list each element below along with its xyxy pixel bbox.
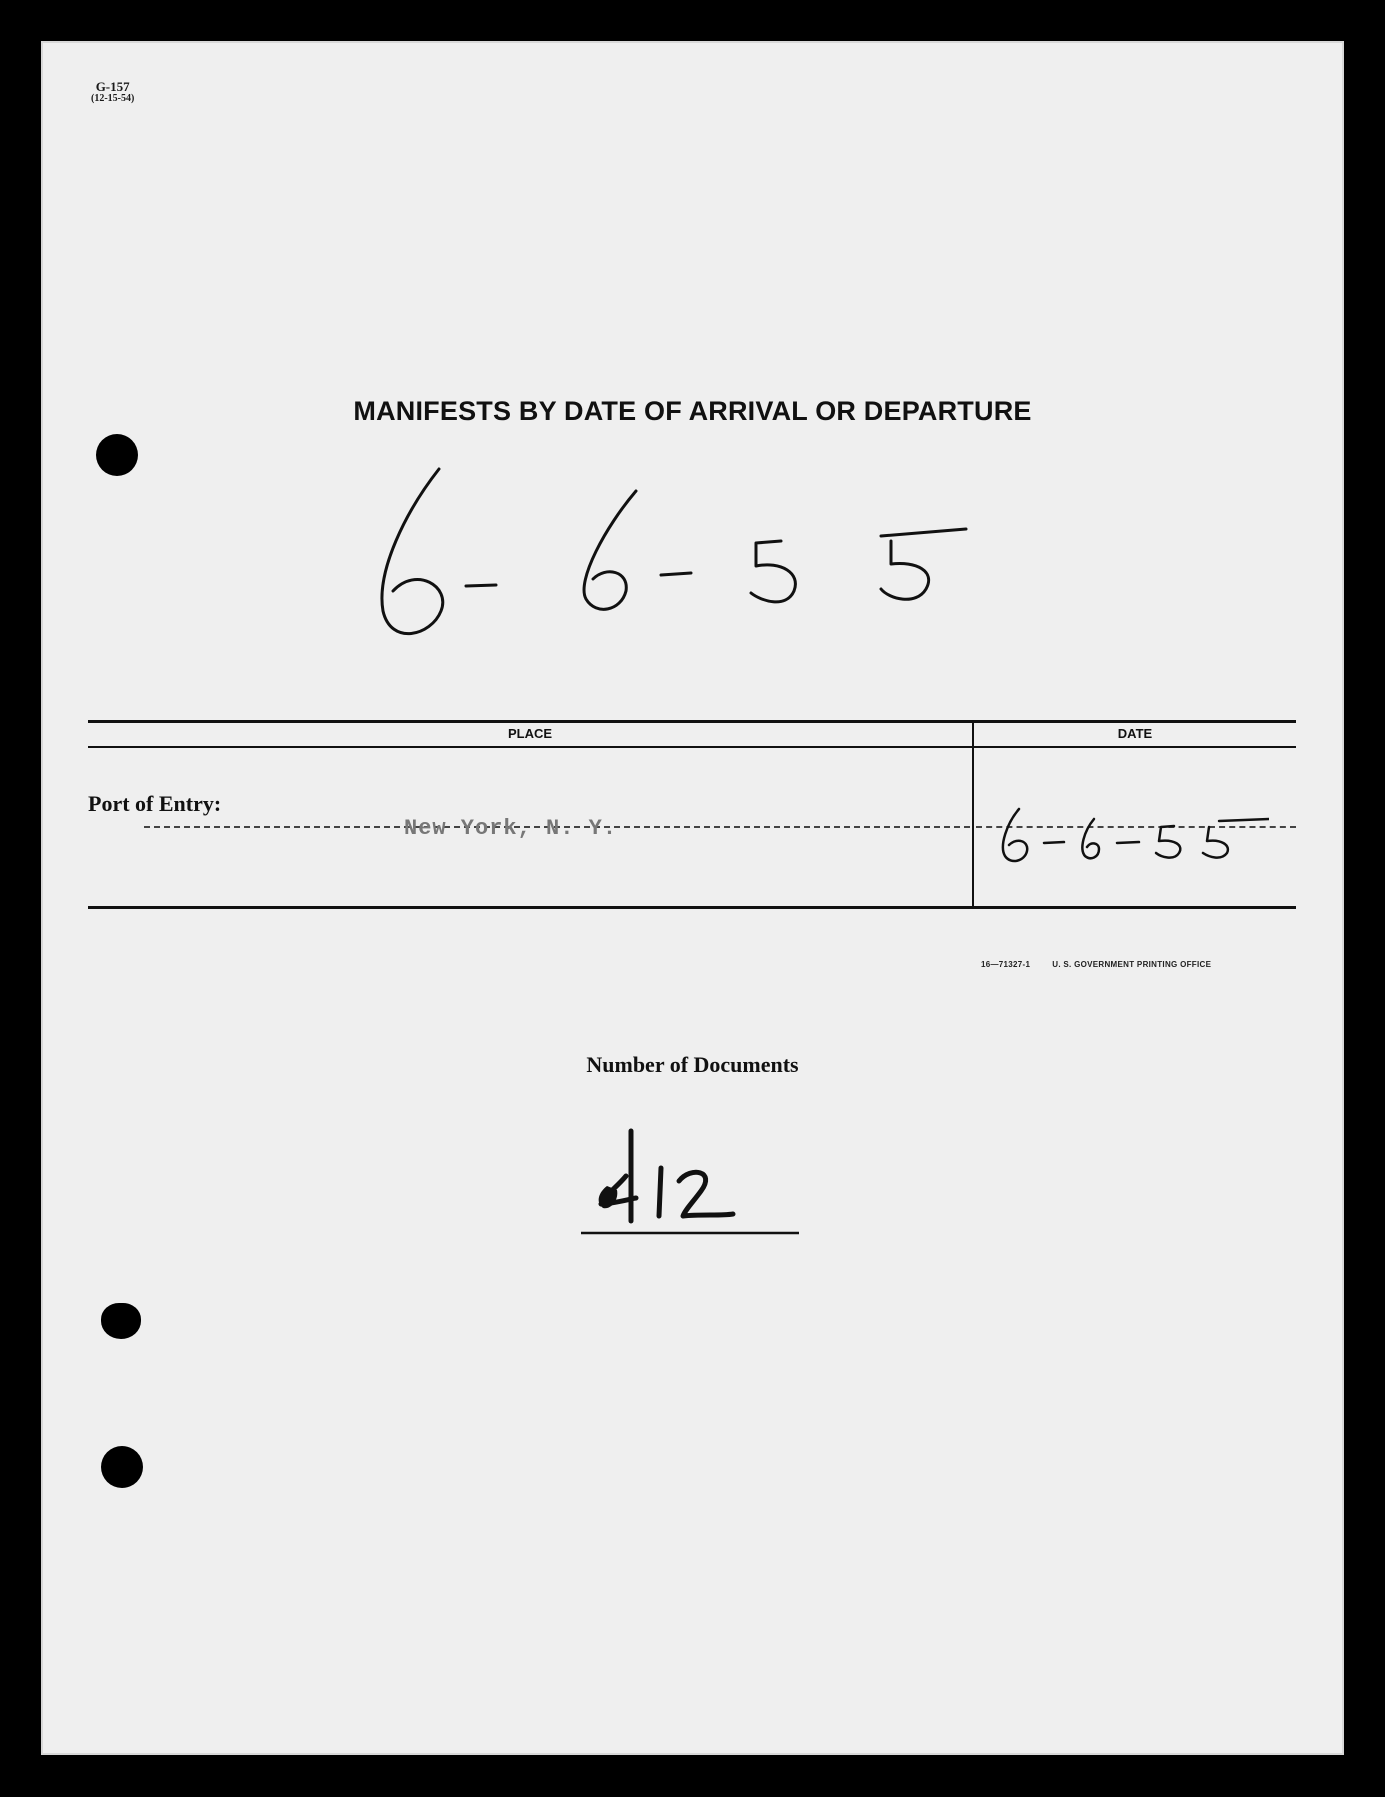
handwritten-date-large xyxy=(361,461,1141,681)
table-bottom-rule xyxy=(88,906,1296,909)
number-of-documents-text xyxy=(41,41,42,42)
date-column-header: DATE xyxy=(1117,726,1153,741)
punch-hole xyxy=(96,434,138,476)
printer-office: U. S. GOVERNMENT PRINTING OFFICE xyxy=(1052,960,1212,969)
port-of-entry-label: Port of Entry: xyxy=(88,791,222,816)
punch-hole xyxy=(101,1303,141,1339)
handwritten-date-table-glyphs xyxy=(999,801,1269,871)
port-of-entry-value: New York, N. Y. xyxy=(404,816,618,841)
form-identifier xyxy=(91,81,134,105)
printer-imprint xyxy=(981,960,1233,969)
form-number: G-157 xyxy=(95,79,130,94)
printer-code: 16—71327-1 xyxy=(981,960,1031,969)
punch-hole xyxy=(101,1446,143,1488)
table-column-divider xyxy=(972,720,974,907)
document-title: MANIFESTS BY DATE OF ARRIVAL OR DEPARTURE xyxy=(353,396,1032,426)
form-revision-date: (12-15-54) xyxy=(91,93,135,104)
number-of-documents-label: Number of Documents xyxy=(586,1052,799,1077)
document-page xyxy=(41,41,1344,1755)
place-column-header: PLACE xyxy=(507,726,553,741)
handwritten-date-table-text xyxy=(41,41,42,42)
table-top-rule xyxy=(88,720,1296,723)
table-header-rule xyxy=(88,746,1296,748)
number-of-documents-handwritten xyxy=(581,1126,801,1236)
